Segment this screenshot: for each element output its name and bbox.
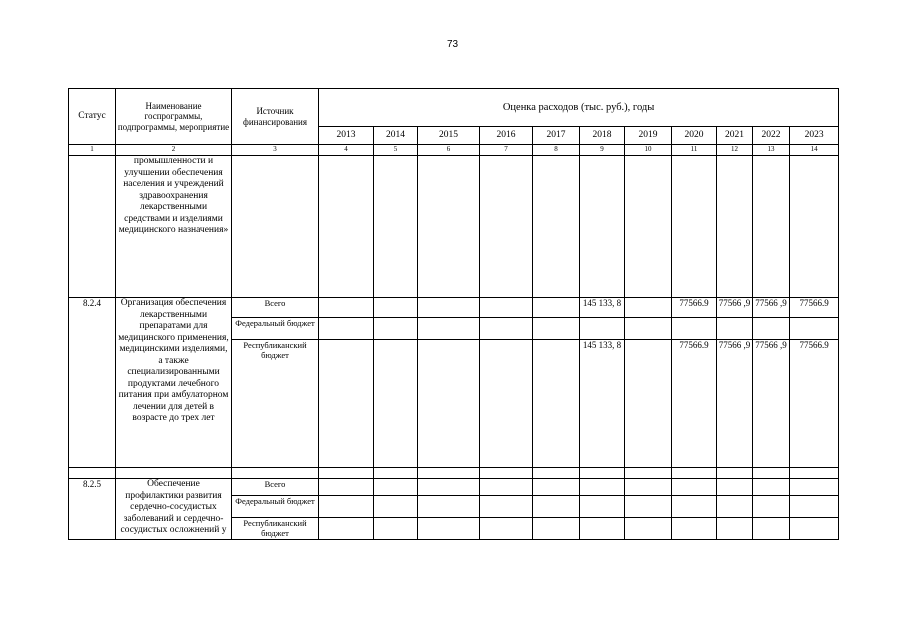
header-year: 2019 [625, 127, 672, 145]
table-row [69, 156, 839, 298]
funding-source: Федеральный бюджет [232, 318, 319, 340]
empty-cell [374, 468, 418, 479]
value-cell [533, 496, 580, 518]
column-number: 7 [480, 145, 533, 156]
spacer-row [69, 468, 839, 479]
empty-cell [480, 468, 533, 479]
funding-source: Республиканский бюджет [232, 518, 319, 540]
value-cell [790, 479, 839, 496]
value-cell [533, 318, 580, 340]
value-cell [480, 479, 533, 496]
header-year: 2022 [753, 127, 790, 145]
empty-cell [580, 468, 625, 479]
value-cell [319, 340, 374, 468]
empty-cell [319, 156, 374, 298]
empty-cell [533, 468, 580, 479]
value-cell [533, 298, 580, 318]
value-cell [580, 518, 625, 540]
empty-cell [753, 468, 790, 479]
value-cell [319, 479, 374, 496]
header-expense-estimate: Оценка расходов (тыс. руб.), годы [319, 89, 839, 127]
value-cell [625, 340, 672, 468]
column-number: 5 [374, 145, 418, 156]
column-number: 2 [116, 145, 232, 156]
empty-cell [580, 156, 625, 298]
value-cell: 77566 ,9 [753, 298, 790, 318]
column-number: 12 [717, 145, 753, 156]
table-row [69, 479, 839, 496]
value-cell [717, 318, 753, 340]
status-cell: 8.2.5 [69, 479, 116, 540]
value-cell [580, 479, 625, 496]
header-source: Источник финансирования [232, 89, 319, 145]
column-number: 11 [672, 145, 717, 156]
value-cell [418, 479, 480, 496]
empty-cell [232, 468, 319, 479]
empty-cell [672, 156, 717, 298]
value-cell [790, 318, 839, 340]
header-year: 2013 [319, 127, 374, 145]
value-cell [418, 318, 480, 340]
value-cell [374, 318, 418, 340]
funding-source: Всего [232, 479, 319, 496]
value-cell [418, 496, 480, 518]
column-number: 13 [753, 145, 790, 156]
funding-source: Федеральный бюджет [232, 496, 319, 518]
funding-source: Республиканский бюджет [232, 340, 319, 468]
empty-cell [625, 156, 672, 298]
value-cell: 77566 ,9 [753, 340, 790, 468]
value-cell [480, 318, 533, 340]
value-cell [319, 298, 374, 318]
column-number: 1 [69, 145, 116, 156]
column-number: 10 [625, 145, 672, 156]
empty-cell [717, 156, 753, 298]
value-cell [374, 496, 418, 518]
empty-cell [69, 468, 116, 479]
value-cell [533, 340, 580, 468]
empty-cell [672, 468, 717, 479]
column-number: 8 [533, 145, 580, 156]
value-cell [374, 340, 418, 468]
empty-cell [790, 156, 839, 298]
column-number: 14 [790, 145, 839, 156]
empty-cell [533, 156, 580, 298]
empty-cell [418, 156, 480, 298]
header-year: 2017 [533, 127, 580, 145]
header-year: 2015 [418, 127, 480, 145]
value-cell: 145 133, 8 [580, 340, 625, 468]
page-number: 73 [446, 39, 459, 50]
value-cell [418, 518, 480, 540]
empty-cell [374, 156, 418, 298]
value-cell [480, 518, 533, 540]
header-year: 2021 [717, 127, 753, 145]
empty-cell [790, 468, 839, 479]
value-cell [753, 496, 790, 518]
value-cell [319, 318, 374, 340]
value-cell [418, 298, 480, 318]
empty-cell [319, 468, 374, 479]
empty-cell [753, 156, 790, 298]
status-cell: 8.2.4 [69, 298, 116, 468]
column-number: 9 [580, 145, 625, 156]
value-cell [717, 479, 753, 496]
column-number: 4 [319, 145, 374, 156]
value-cell [319, 518, 374, 540]
empty-cell [232, 156, 319, 298]
status-cell [69, 156, 116, 298]
measure-name: промышленности и улучшении обеспечения населения и учреждений здравоохранения лекарственными средствами и изделиями медицинского назначения» [116, 156, 232, 298]
empty-cell [625, 468, 672, 479]
value-cell [672, 496, 717, 518]
value-cell [625, 318, 672, 340]
value-cell [580, 318, 625, 340]
measure-name: Организация обеспечения лекарственными препаратами для медицинского применения, медицинскими изделиями, а также специализированными продуктами лечебного питания при амбулаторном лечении для детей в возрасте до трех лет [116, 298, 232, 468]
value-cell [580, 496, 625, 518]
value-cell: 77566.9 [672, 298, 717, 318]
value-cell [374, 518, 418, 540]
value-cell [790, 496, 839, 518]
header-year: 2020 [672, 127, 717, 145]
value-cell: 77566.9 [790, 298, 839, 318]
column-number: 6 [418, 145, 480, 156]
value-cell [418, 340, 480, 468]
table-row [69, 298, 839, 318]
value-cell [753, 479, 790, 496]
value-cell [717, 518, 753, 540]
value-cell: 145 133, 8 [580, 298, 625, 318]
header-status: Статус [69, 89, 116, 145]
value-cell [625, 518, 672, 540]
value-cell [672, 318, 717, 340]
empty-cell [116, 468, 232, 479]
value-cell [480, 496, 533, 518]
column-number: 3 [232, 145, 319, 156]
value-cell: 77566 ,9 [717, 340, 753, 468]
value-cell [672, 479, 717, 496]
empty-cell [418, 468, 480, 479]
value-cell [753, 318, 790, 340]
header-year: 2016 [480, 127, 533, 145]
expenditure-table [68, 88, 839, 540]
header-year: 2014 [374, 127, 418, 145]
value-cell [480, 298, 533, 318]
value-cell [533, 518, 580, 540]
value-cell [625, 496, 672, 518]
value-cell [374, 298, 418, 318]
value-cell: 77566.9 [790, 340, 839, 468]
value-cell [625, 298, 672, 318]
header-year: 2018 [580, 127, 625, 145]
header-year: 2023 [790, 127, 839, 145]
funding-source: Всего [232, 298, 319, 318]
value-cell: 77566.9 [672, 340, 717, 468]
value-cell [480, 340, 533, 468]
value-cell [753, 518, 790, 540]
value-cell [672, 518, 717, 540]
value-cell: 77566 ,9 [717, 298, 753, 318]
value-cell [625, 479, 672, 496]
value-cell [533, 479, 580, 496]
empty-cell [717, 468, 753, 479]
value-cell [790, 518, 839, 540]
value-cell [319, 496, 374, 518]
header-name: Наименование госпрограммы, подпрограммы, мероприятие [116, 89, 232, 145]
value-cell [717, 496, 753, 518]
empty-cell [480, 156, 533, 298]
measure-name: Обеспечение профилактики развития сердечно-сосудистых заболеваний и сердечно-сосудистых осложнений у [116, 479, 232, 540]
value-cell [374, 479, 418, 496]
